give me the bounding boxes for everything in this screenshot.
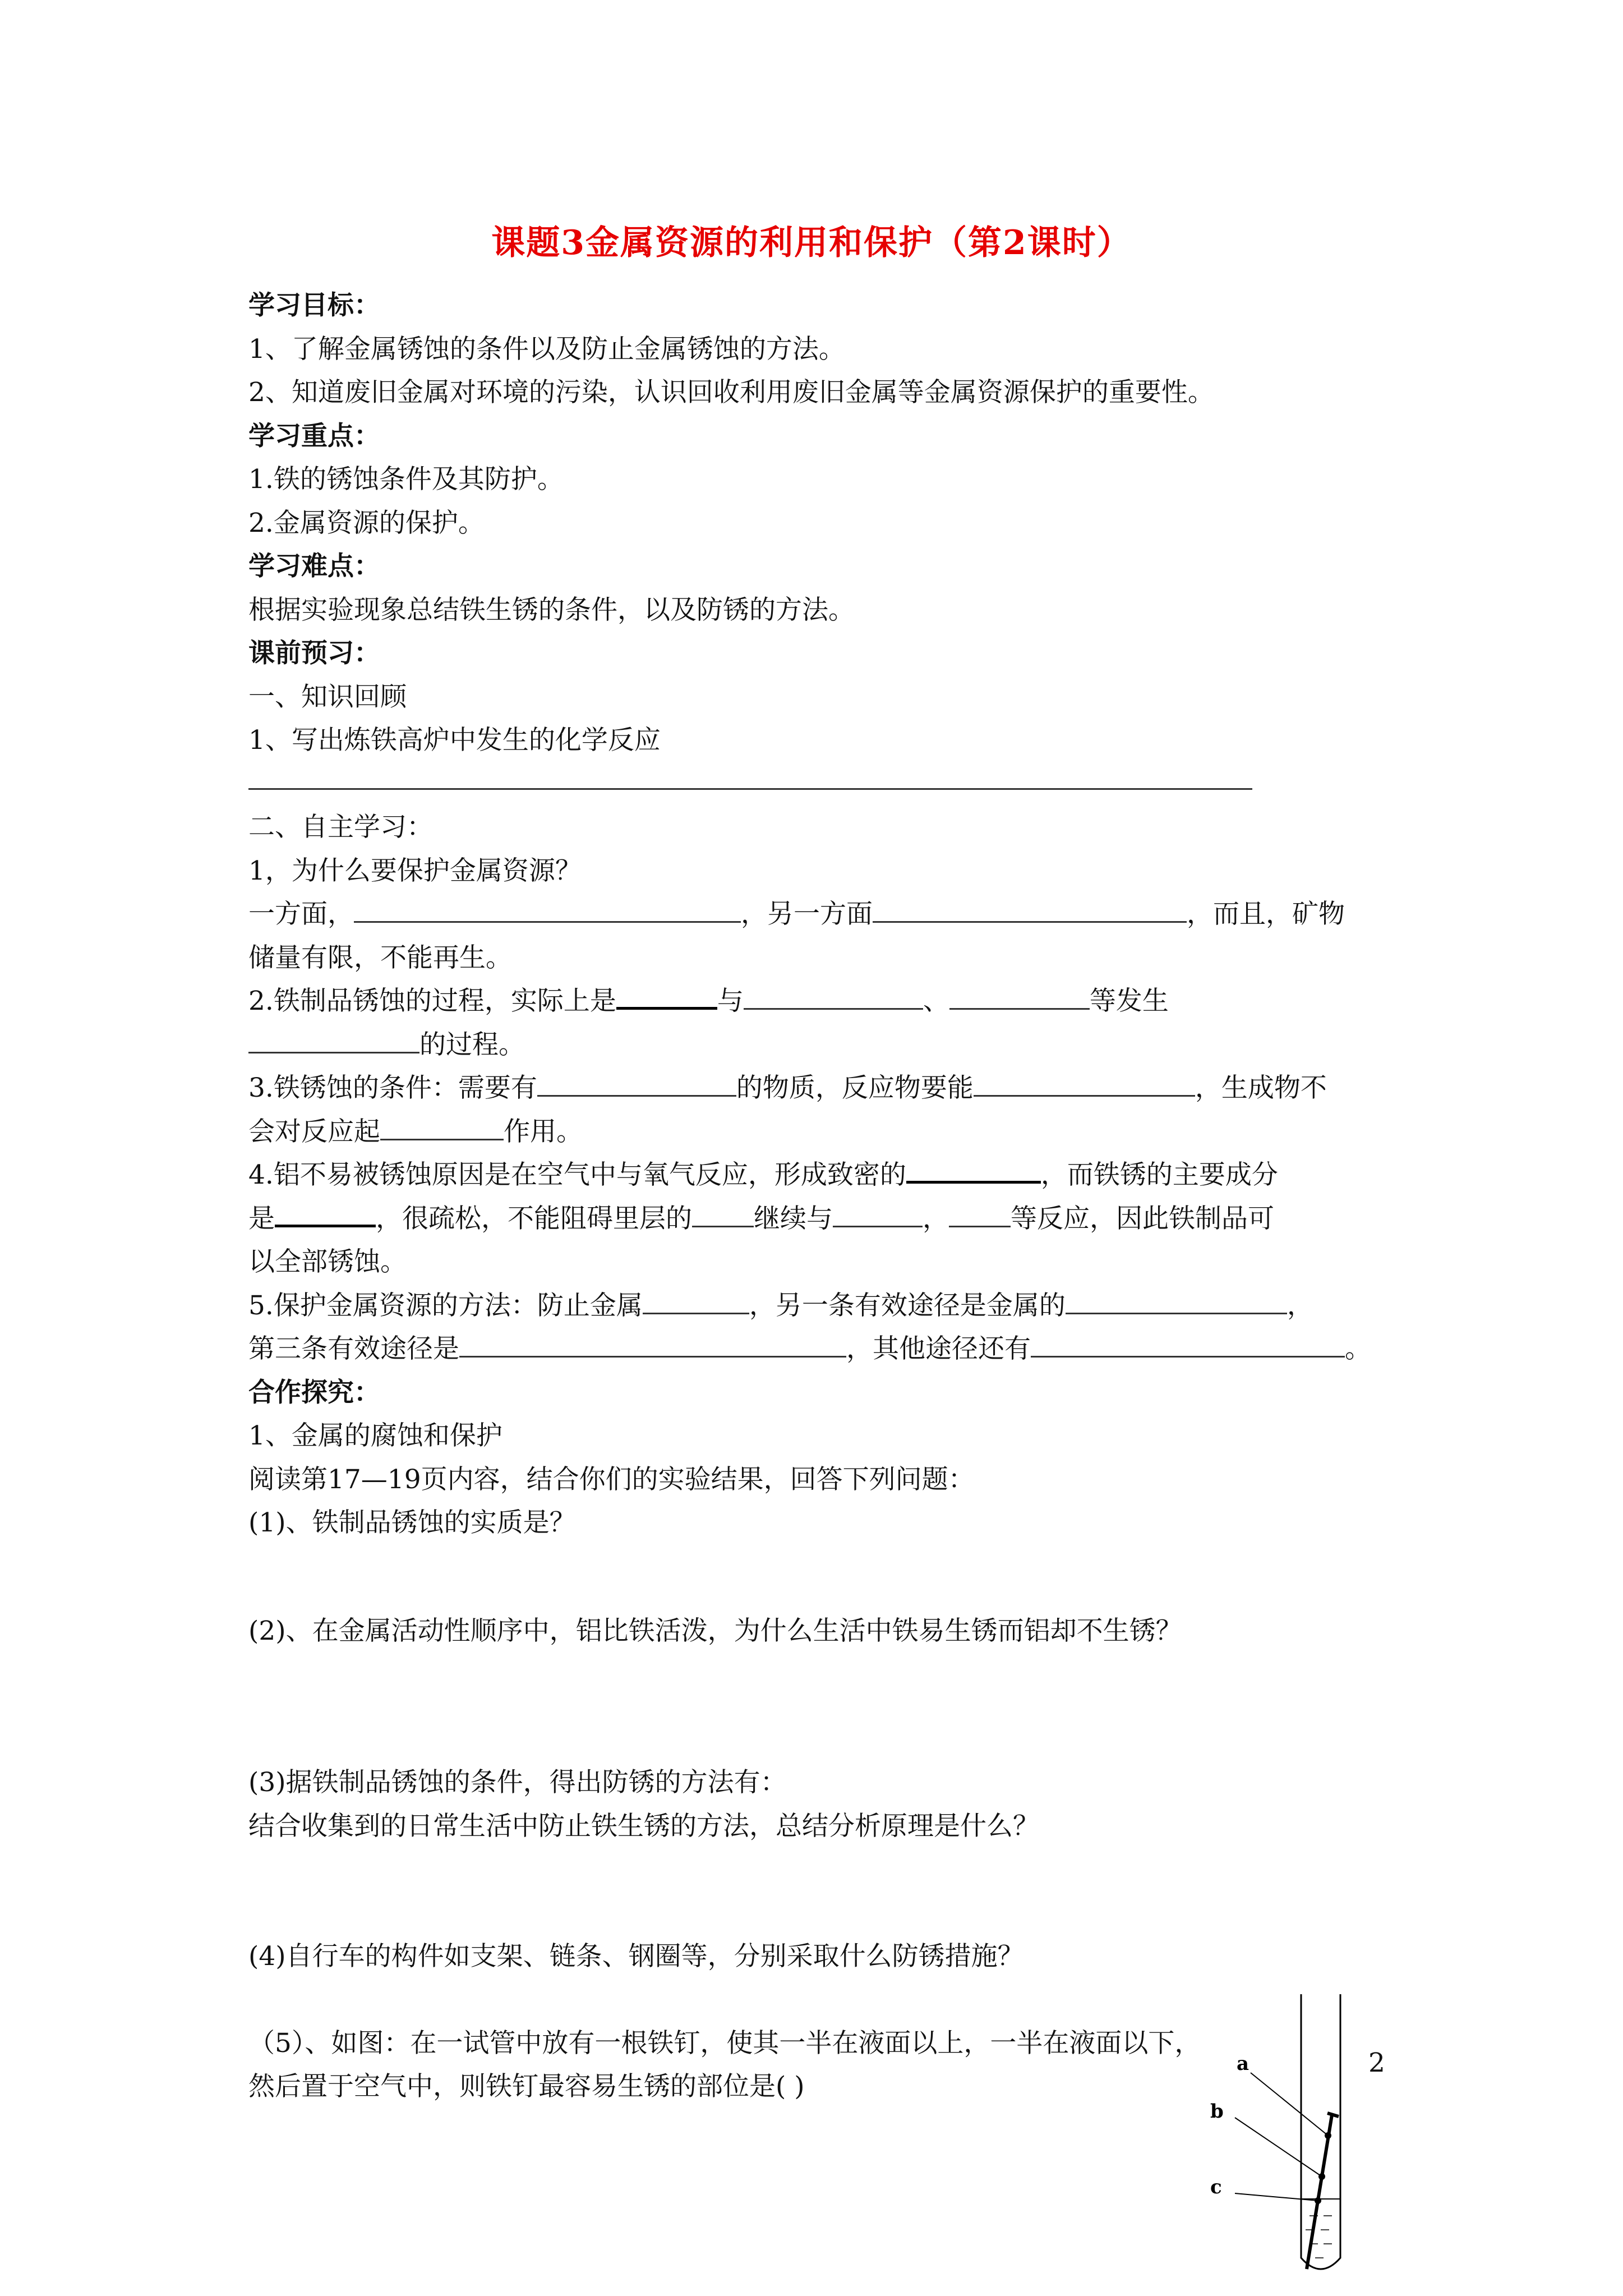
fill-blank[interactable] xyxy=(744,986,923,1010)
test-tube-outline xyxy=(1301,1994,1340,2269)
fill-blank[interactable] xyxy=(949,986,1090,1010)
section-self-study: 二、自主学习： xyxy=(248,812,433,843)
fill-line-4 xyxy=(248,1158,1278,1192)
text-segment: 与 xyxy=(717,986,744,1016)
test-tube-figure xyxy=(1183,1989,1352,2280)
fill-blank[interactable] xyxy=(380,1116,504,1140)
question-4: (4)自行车的构件如支架、链条、钢圈等，分别采取什么防锈措施？ xyxy=(248,1941,1024,1972)
key-point-item-2: 2.金属资源的保护。 xyxy=(248,508,485,539)
objective-item-1: 1、了解金属锈蚀的条件以及防止金属锈蚀的方法。 xyxy=(248,334,845,365)
label-a: a xyxy=(1237,2053,1249,2075)
question-why-protect: 1，为什么要保护金属资源？ xyxy=(248,855,582,886)
leader-a xyxy=(1251,2073,1328,2136)
text-segment: 等发生 xyxy=(1089,986,1169,1016)
fill-line-5b xyxy=(248,1332,1371,1366)
fill-blank[interactable] xyxy=(833,1203,923,1227)
text-segment: 继续与 xyxy=(754,1203,833,1234)
question-3: (3)据铁制品锈蚀的条件，得出防锈的方法有： xyxy=(248,1767,787,1798)
text-segment: 会对反应起 xyxy=(248,1116,380,1147)
fill-blank[interactable] xyxy=(643,1290,749,1314)
text-segment: 5.保护金属资源的方法：防止金属 xyxy=(248,1290,643,1321)
fill-blank[interactable] xyxy=(974,1073,1195,1097)
preview-heading: 课前预习： xyxy=(248,638,380,669)
question-5: （5）、如图：在一试管中放有一根铁钉，使其一半在液面以上，一半在液面以下， xyxy=(248,2028,1201,2059)
text-segment: 是 xyxy=(248,1203,275,1234)
fill-blank[interactable] xyxy=(1066,1290,1287,1314)
fill-blank[interactable] xyxy=(275,1202,376,1227)
question-2: (2)、在金属活动性顺序中，铝比铁活泼，为什么生活中铁易生锈而铝却不生锈？ xyxy=(248,1616,1182,1646)
question-1: (1)、铁制品锈蚀的实质是？ xyxy=(248,1507,576,1538)
page-title: 课题3金属资源的利用和保护（第2课时） xyxy=(491,223,1132,263)
fill-line-3 xyxy=(248,1071,1327,1105)
text-segment: ，而铁锈的主要成分 xyxy=(1040,1159,1278,1190)
text-segment: 的过程。 xyxy=(419,1029,525,1060)
section-knowledge-review: 一、知识回顾 xyxy=(248,682,407,712)
fill-line-3b xyxy=(248,1115,583,1149)
text-segment: ， xyxy=(1287,1290,1313,1321)
text-segment: 。 xyxy=(1345,1333,1371,1364)
fill-blank[interactable] xyxy=(459,1333,846,1358)
leader-b xyxy=(1235,2118,1322,2177)
key-point-item-1: 1.铁的锈蚀条件及其防护。 xyxy=(248,464,564,495)
text-segment: ，另一条有效途径是金属的 xyxy=(749,1290,1066,1321)
fill-blank[interactable] xyxy=(949,1203,1011,1227)
label-c: c xyxy=(1210,2176,1222,2198)
fill-blank[interactable] xyxy=(354,899,741,923)
fill-blank[interactable] xyxy=(537,1073,736,1097)
text-segment: 等反应，因此铁制品可 xyxy=(1011,1203,1274,1234)
text-limited-reserves: 储量有限，不能再生。 xyxy=(248,942,512,973)
difficulties-heading: 学习难点： xyxy=(248,551,380,582)
nail-head xyxy=(1327,2113,1339,2116)
fill-blank[interactable] xyxy=(873,899,1187,923)
question-3b: 结合收集到的日常生活中防止铁生锈的方法，总结分析原理是什么？ xyxy=(248,1811,1039,1842)
fill-line-2b xyxy=(248,1028,525,1062)
text-segment: 第三条有效途径是 xyxy=(248,1333,459,1364)
text-segment: 2.铁制品锈蚀的过程，实际上是 xyxy=(248,986,616,1016)
fill-line-5 xyxy=(248,1289,1313,1323)
text-segment: ，而且，矿物 xyxy=(1187,899,1345,930)
text-segment: 一方面， xyxy=(248,899,354,930)
text-segment: 4.铝不易被锈蚀原因是在空气中与氧气反应，形成致密的 xyxy=(248,1159,906,1190)
fill-blank[interactable] xyxy=(906,1158,1041,1184)
text-full-rust: 以全部锈蚀。 xyxy=(248,1246,407,1277)
objective-item-2: 2、知道废旧金属对环境的污染，认识回收利用废旧金属等金属资源保护的重要性。 xyxy=(248,377,1214,408)
question-5b: 然后置于空气中，则铁钉最容易生锈的部位是( ) xyxy=(248,2071,805,2102)
fill-line-2 xyxy=(248,984,1169,1018)
coop-heading: 合作探究： xyxy=(248,1377,380,1408)
leader-c xyxy=(1235,2193,1318,2201)
fill-blank[interactable] xyxy=(616,984,717,1010)
fill-blank[interactable] xyxy=(692,1203,754,1227)
fill-blank[interactable] xyxy=(1031,1333,1345,1358)
answer-line[interactable] xyxy=(248,788,1252,790)
text-segment: 3.铁锈蚀的条件：需要有 xyxy=(248,1073,537,1103)
text-segment: 的物质，反应物要能 xyxy=(736,1073,974,1103)
text-segment: 作用。 xyxy=(504,1116,583,1147)
coop-instruction: 阅读第17—19页内容，结合你们的实验结果，回答下列问题： xyxy=(248,1464,975,1495)
text-segment: ，很疏松，不能阻碍里层的 xyxy=(376,1203,692,1234)
text-segment: ， xyxy=(923,1203,949,1234)
objectives-heading: 学习目标： xyxy=(248,290,380,321)
label-b: b xyxy=(1210,2100,1224,2123)
text-segment: ，生成物不 xyxy=(1195,1073,1327,1103)
question-blast-furnace: 1、写出炼铁高炉中发生的化学反应 xyxy=(248,725,661,756)
coop-subheading: 1、金属的腐蚀和保护 xyxy=(248,1420,502,1451)
page-number: 2 xyxy=(1368,2047,1385,2078)
key-points-heading: 学习重点： xyxy=(248,421,380,452)
fill-line-one-side xyxy=(248,898,1345,931)
fill-line-4b xyxy=(248,1202,1274,1236)
text-segment: 、 xyxy=(923,986,949,1016)
difficulties-text: 根据实验现象总结铁生锈的条件，以及防锈的方法。 xyxy=(248,595,855,625)
text-segment: ，其他途径还有 xyxy=(846,1333,1031,1364)
text-segment: ，另一方面 xyxy=(741,899,873,930)
fill-blank[interactable] xyxy=(248,1029,419,1053)
